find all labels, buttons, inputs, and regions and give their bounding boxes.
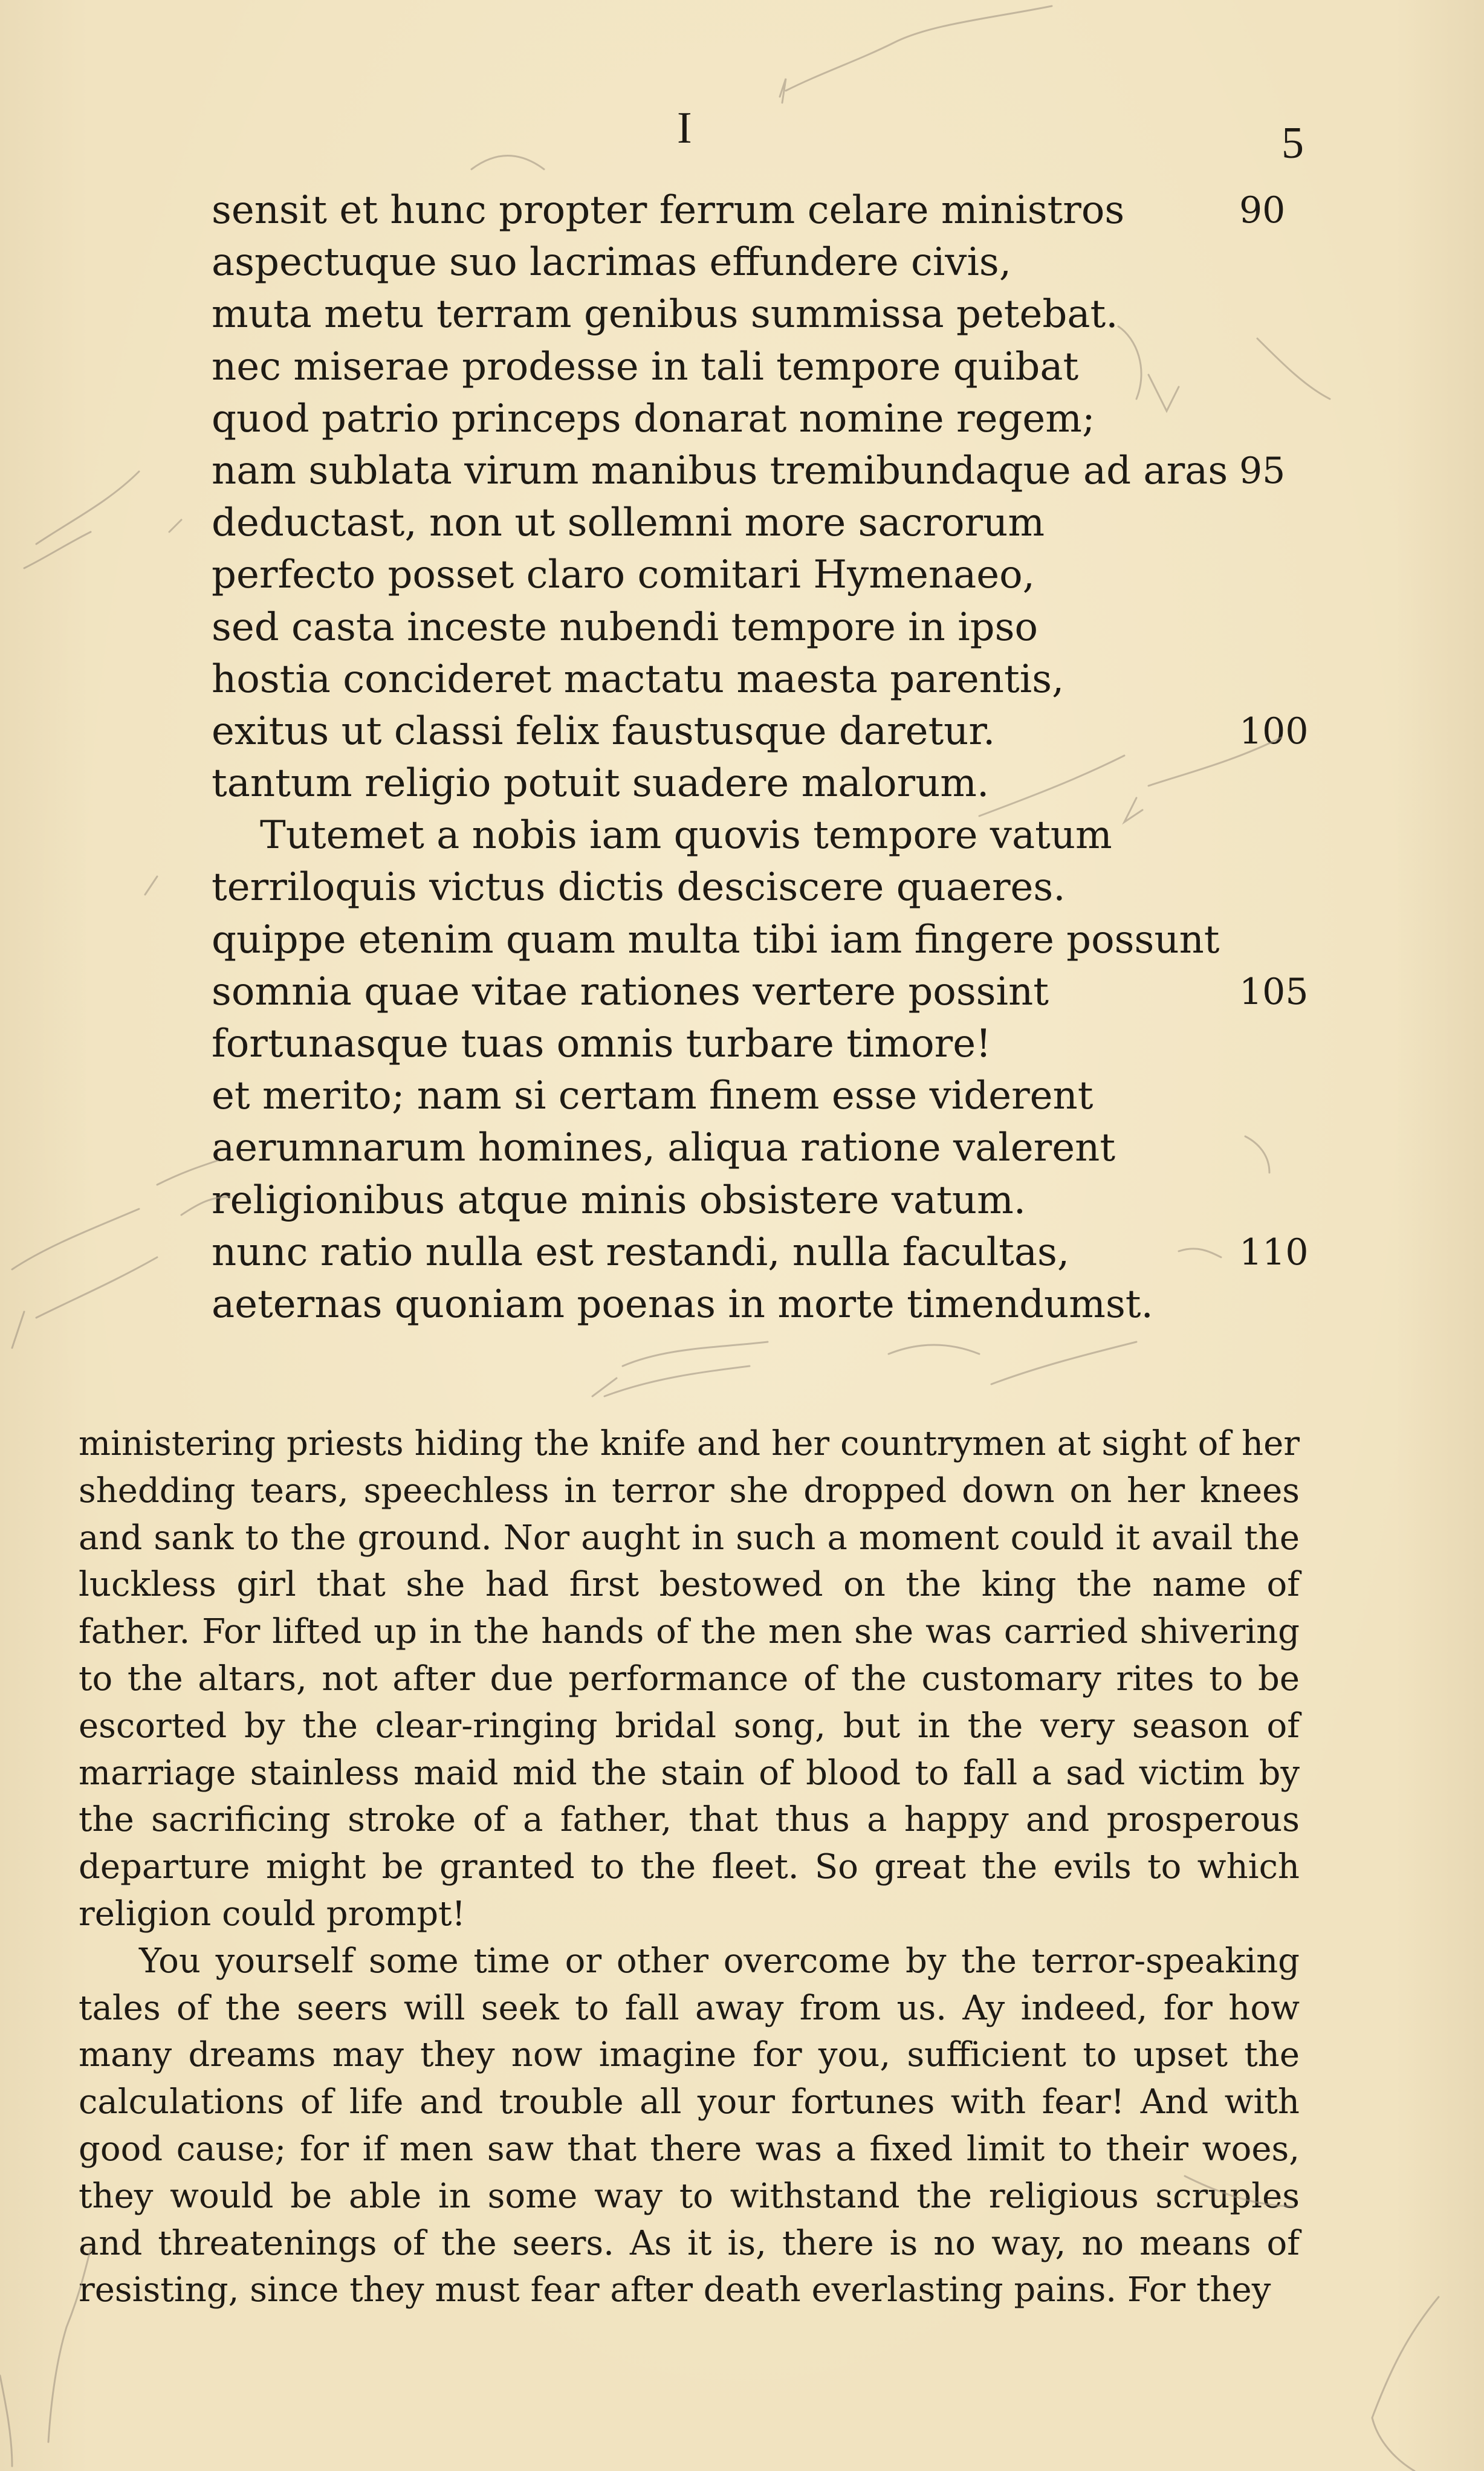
pencil-scribble xyxy=(623,1342,768,1366)
verse-line xyxy=(212,966,1360,1018)
verse-line xyxy=(212,184,1360,236)
verse-line xyxy=(212,393,1360,445)
verse-text: tantum religio potuit suadere malorum. xyxy=(212,761,990,806)
verse-text: aerumnarum homines, aliqua ratione valerent xyxy=(212,1125,1116,1171)
verse-line xyxy=(212,445,1360,497)
verse-line xyxy=(212,861,1360,913)
pencil-scribble xyxy=(24,532,91,568)
verse-text: nec miserae prodesse in tali tempore quibat xyxy=(212,344,1079,389)
pencil-scribble xyxy=(169,520,181,532)
verse-text: hostia concideret mactatu maesta parentis, xyxy=(212,656,1064,702)
verse-text: fortunasque tuas omnis turbare timore! xyxy=(212,1022,991,1066)
verse-text: exitus ut classi felix faustusque daretur. xyxy=(212,708,996,754)
pencil-scribble xyxy=(12,1209,139,1269)
line-number: 105 xyxy=(1239,970,1309,1013)
verse-text: religionibus atque minis obsistere vatum. xyxy=(212,1177,1026,1223)
verse-line xyxy=(212,653,1360,705)
pencil-scribble xyxy=(145,876,157,895)
verse-text: Tutemet a nobis iam quovis tempore vatum xyxy=(260,813,1112,858)
verse-line xyxy=(212,1122,1360,1174)
verse-line xyxy=(212,549,1360,601)
verse-line xyxy=(212,601,1360,653)
verse-line xyxy=(212,1278,1360,1330)
verse-line xyxy=(212,497,1360,549)
verse-text: sed casta inceste nubendi tempore in ipso xyxy=(212,604,1038,650)
running-head: I xyxy=(677,103,692,153)
line-number: 100 xyxy=(1239,710,1309,753)
verse-line xyxy=(212,757,1360,809)
pencil-scribble xyxy=(889,1345,979,1354)
verse-line xyxy=(212,1226,1360,1278)
verse-line xyxy=(212,288,1360,340)
translation-paragraph: ministering priests hiding the knife and her countrymen at sight of her shedding tears, speechless in terror she dropped down on her knees and sank to the ground. Nor aught in such a moment could it avail the luckless girl that she had first bestowed on the king the name of father. For lifted up in the hands of the men she was carried shivering to the altars, not after due performance of the customary rites to be escorted by the clear-ringing bridal song, but in the very season of marriage stainless maid mid the stain of blood to fall a sad victim by the sacrificing stroke of a father, that thus a happy and prosperous departure might be granted to the fleet. So great the evils to which religion could prompt! xyxy=(79,1424,1300,1934)
pencil-scribble xyxy=(157,1161,218,1185)
english-translation xyxy=(79,1420,1300,2314)
pencil-scribble xyxy=(1372,2297,1439,2418)
verse-line xyxy=(212,1070,1360,1122)
pencil-scribble xyxy=(0,2375,12,2466)
line-number: 90 xyxy=(1239,189,1286,232)
page-number: 5 xyxy=(1281,118,1304,168)
verse-line xyxy=(212,341,1360,393)
verse-text: quippe etenim quam multa tibi iam fingere possunt xyxy=(212,917,1220,962)
verse-text: terriloquis victus dictis desciscere quaeres. xyxy=(212,865,1066,910)
line-number: 110 xyxy=(1239,1231,1309,1274)
verse-text: sensit et hunc propter ferrum celare ministros xyxy=(212,188,1125,233)
pencil-scribble xyxy=(1372,2418,1414,2471)
pencil-scribble xyxy=(36,471,139,544)
verse-text: somnia quae vitae rationes vertere possint xyxy=(212,969,1049,1014)
verse-text: perfecto posset claro comitari Hymenaeo, xyxy=(212,552,1035,598)
pencil-scribble xyxy=(48,2327,66,2442)
verse-line xyxy=(212,1174,1360,1226)
verse-text: aeternas quoniam poenas in morte timendumst. xyxy=(212,1281,1153,1327)
pencil-scribble xyxy=(991,1342,1136,1384)
verse-line xyxy=(212,809,1360,861)
verse-line xyxy=(212,1018,1360,1070)
pencil-scribble xyxy=(786,6,1052,91)
latin-verse xyxy=(212,184,1360,1330)
verse-line xyxy=(212,236,1360,288)
verse-text: muta metu terram genibus summissa petebat. xyxy=(212,292,1118,337)
pencil-scribble xyxy=(12,1312,24,1348)
verse-text: et merito; nam si certam finem esse viderent xyxy=(212,1074,1094,1119)
line-number: 95 xyxy=(1239,449,1286,492)
pencil-scribble xyxy=(471,156,544,170)
verse-text: nam sublata virum manibus tremibundaque ad aras xyxy=(212,448,1228,493)
verse-text: quod patrio princeps donarat nomine regem; xyxy=(212,396,1095,441)
pencil-scribble xyxy=(592,1378,617,1396)
verse-line xyxy=(212,914,1360,966)
pencil-scribble xyxy=(604,1366,750,1396)
verse-text: aspectuque suo lacrimas effundere civis, xyxy=(212,240,1012,285)
verse-text: deductast, non ut sollemni more sacrorum xyxy=(212,500,1045,546)
pencil-scribble xyxy=(780,79,786,103)
pencil-scribble xyxy=(36,1257,157,1318)
verse-text: nunc ratio nulla est restandi, nulla facultas, xyxy=(212,1229,1070,1275)
verse-line xyxy=(212,705,1360,757)
translation-paragraph: You yourself some time or other overcome by the terror-speaking tales of the seers will seek to fall away from us. Ay indeed, for how many dreams may they now imagine for you, sufficient to upset the calculations of life and trouble all your fortunes with fear! And with good cause; for if men saw that there was a fixed limit to their woes, they would be able in some way to withstand the religious scruples and threatenings of the seers. As it is, there is no way, no means of resisting, since they must fear after death everlasting pains. For they xyxy=(79,1941,1300,2310)
